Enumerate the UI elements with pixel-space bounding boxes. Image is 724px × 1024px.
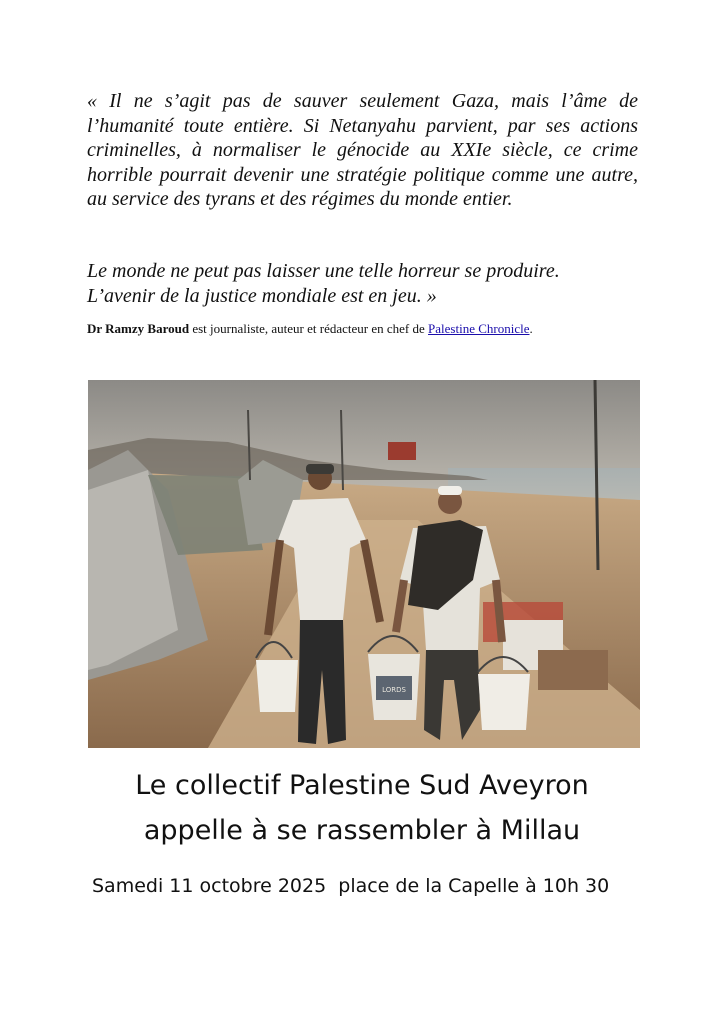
headline-line-2: appelle à se rassembler à Millau (143, 815, 581, 846)
quote-line-1: Le monde ne peut pas laisser une telle horreur se produire. (87, 260, 560, 282)
photo-illustration (88, 380, 640, 748)
headline-line-1: Le collectif Palestine Sud Aveyron (135, 770, 589, 801)
byline-text: est journaliste, auteur et rédacteur en chef de (189, 321, 429, 336)
quote-paragraph-1: « Il ne s’agit pas de sauver seulement Gaza, mais l’âme de l’humanité toute entière. Si Netanyahu parvient, par ses actions criminelles, à normaliser le génocide au XXIe siècle, ce crime horrible pourrait devenir une stratégie politique comme une autre, au service des tyrans et des régimes du monde entier. (87, 90, 638, 210)
byline-end: . (529, 321, 533, 336)
quote-paragraph-2 (87, 259, 638, 308)
quote-line-2: L’avenir de la justice mondiale est en jeu. » (87, 284, 437, 307)
gaza-photo (88, 380, 640, 748)
bucket-label: LORDS (382, 686, 406, 694)
author-name: Dr Ramzy Baroud (87, 321, 190, 336)
event-details: Samedi 11 octobre 2025 place de la Capelle à 10h 30 (92, 875, 610, 897)
byline (87, 321, 647, 337)
palestine-chronicle-link[interactable]: Palestine Chronicle (428, 321, 530, 336)
